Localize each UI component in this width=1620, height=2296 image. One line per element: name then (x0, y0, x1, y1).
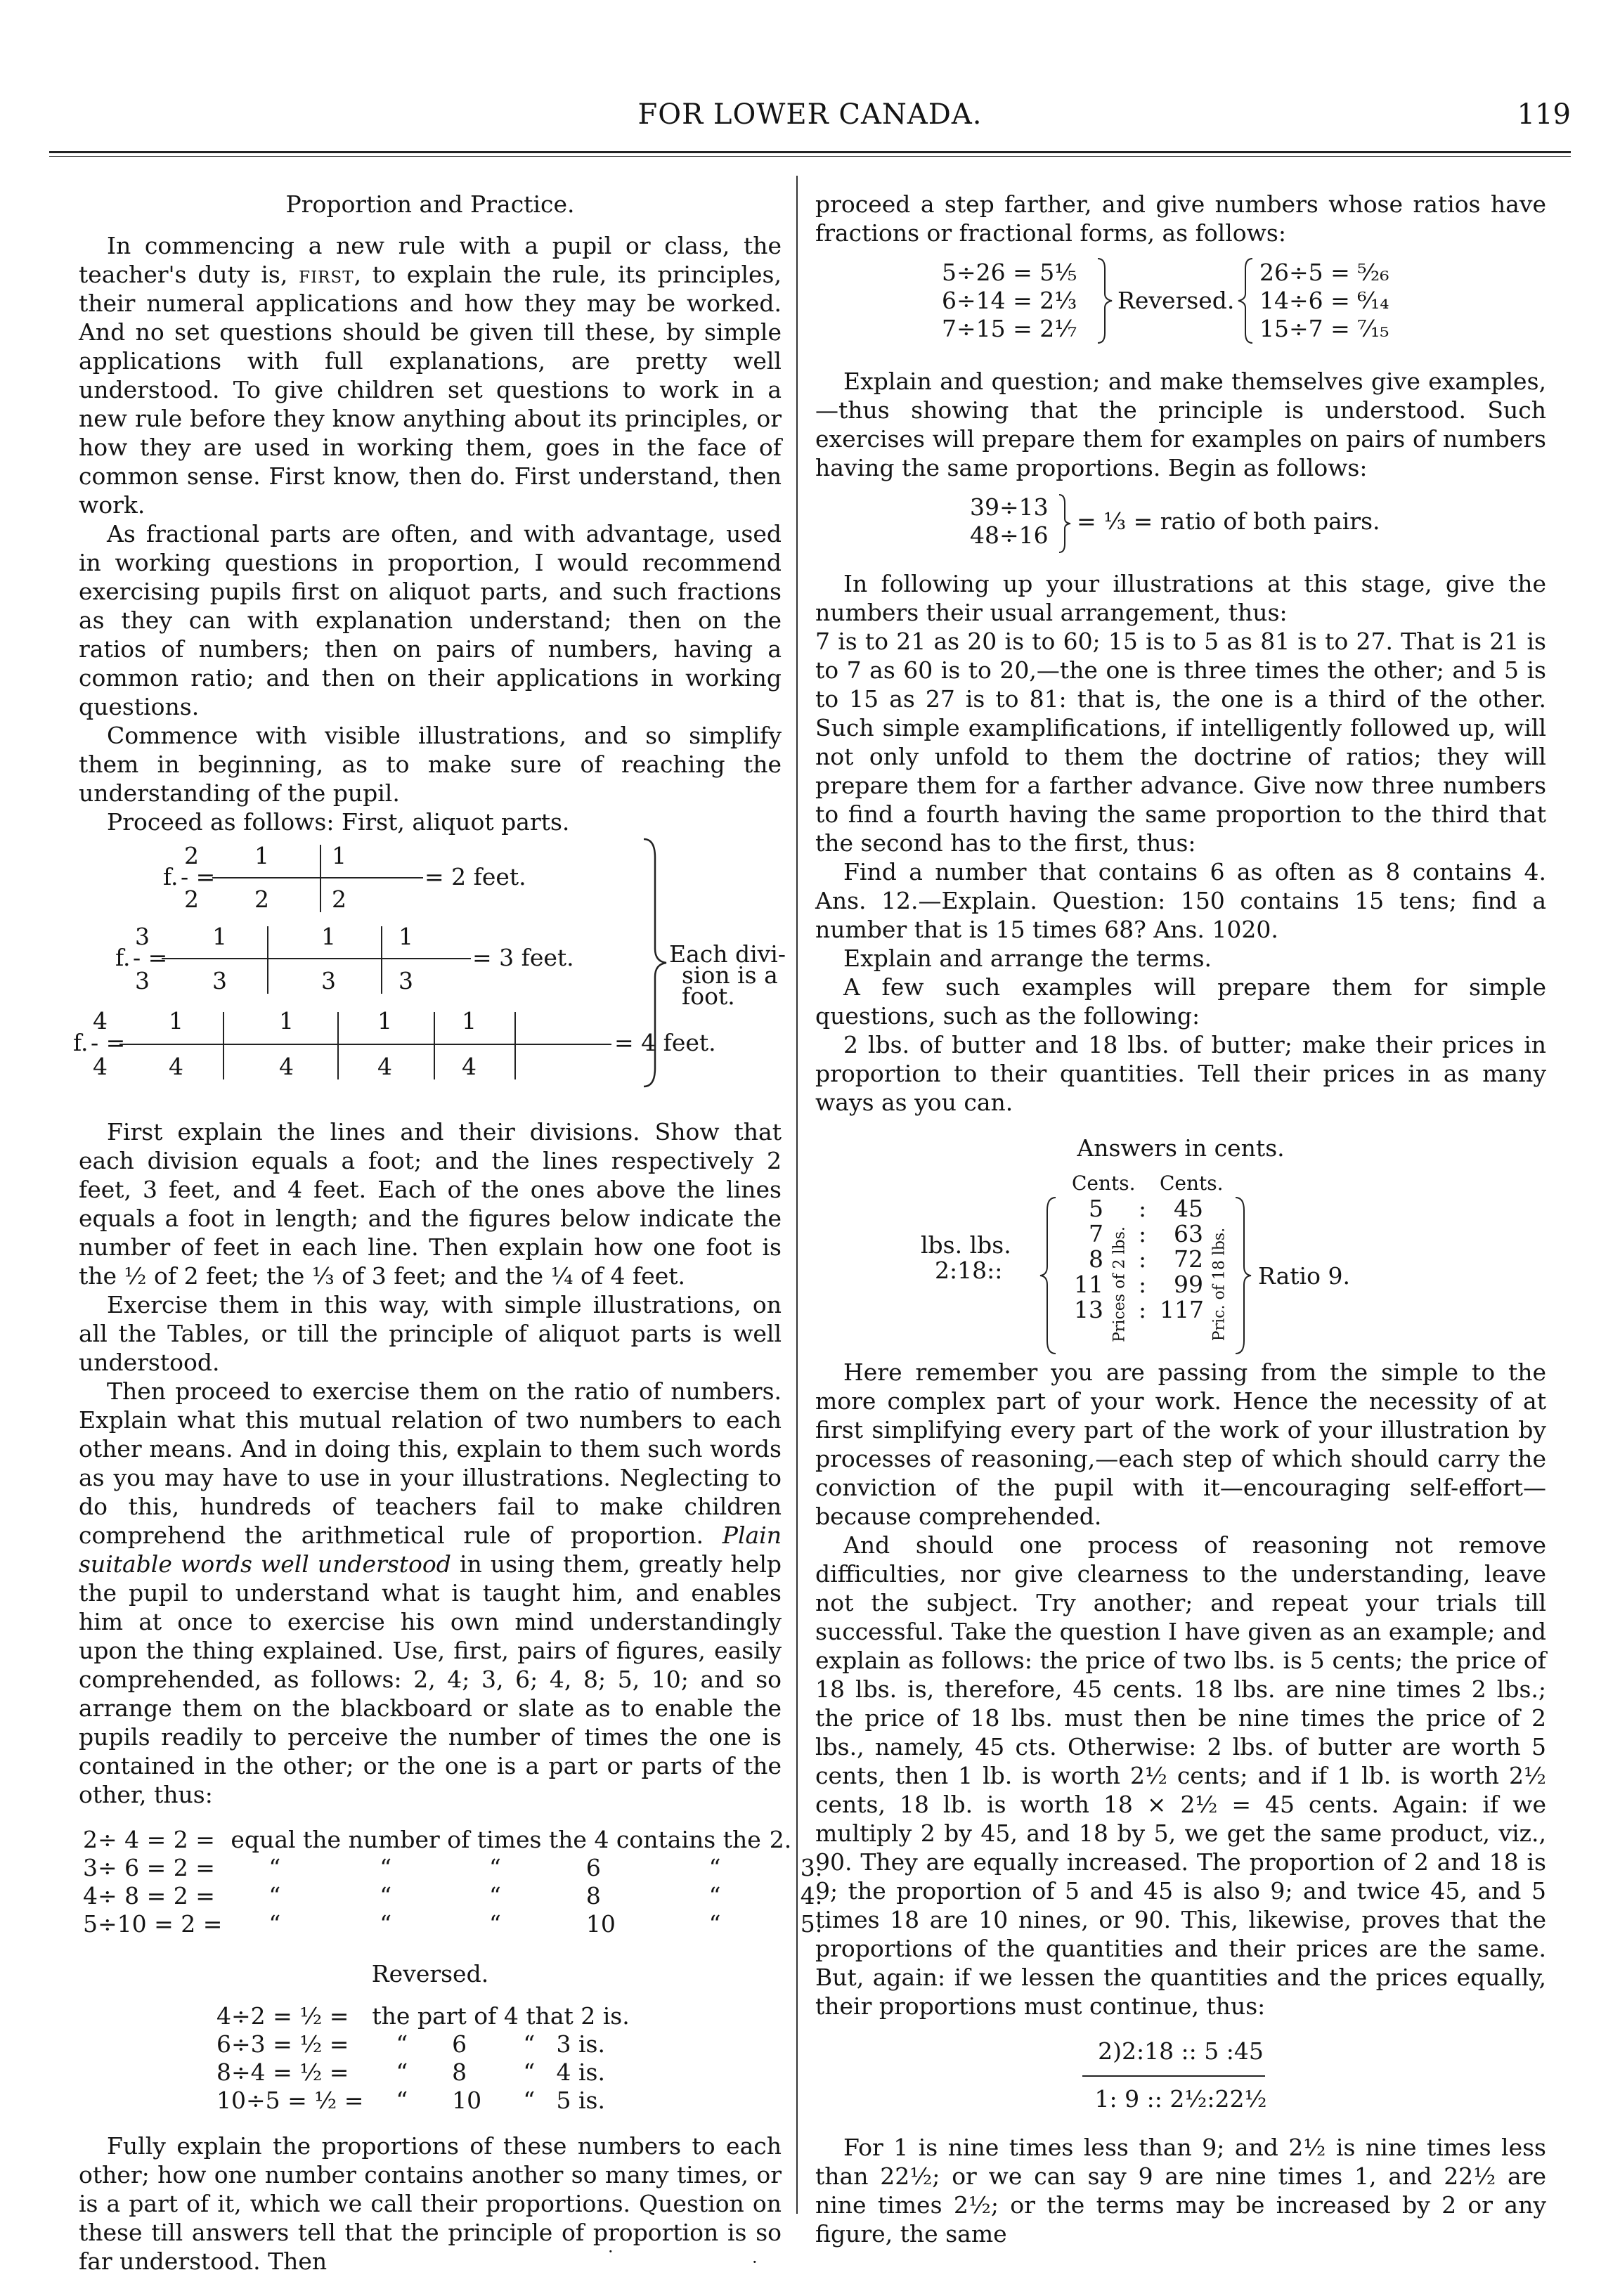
table-cell: 5÷10 = 2 = (83, 1910, 223, 1938)
left-brace (1237, 257, 1254, 344)
feet-label: f. (115, 944, 131, 971)
left-column (73, 190, 823, 2276)
table-cell: 8 (452, 2058, 467, 2086)
line-3-feet (162, 958, 471, 959)
paragraph: 7 is to 21 as 20 is to 60; 15 is to 5 as 81 is to 27. That is 21 is to 7 as 60 is to 20,—the one is three times the other; and 5 is to 15 as 27 is to 81: that is, the one is a third of the other. Such simple examplifications, if intelligently followed up, will not only unfold to them the doctrine of ratios; they will prepare them for a farther advance. Give now three numbers to find a fourth having the same proportion to the third that the second has to the first, thus: (815, 628, 1546, 857)
table-cell: “ (708, 1910, 721, 1938)
right-brace (1058, 493, 1072, 554)
text: , to explain the rule, its principles, their numeral applications and how they may be worked. And no set questions should be given till these, by simple applications with full explanations, are pretty well understood. To give children set questions to work in a new rule before they know anything about its principles, or how they are used in working them, goes in the face of common sense. First know, then do. First understand, then work. (79, 261, 782, 519)
segment-top: 1 (377, 1007, 392, 1035)
table-cell: 6 (452, 2030, 467, 2058)
division-example (815, 2035, 1546, 2133)
cell: 45 (1174, 1195, 1203, 1222)
fraction-numerator: 3 (135, 923, 150, 950)
vertical-label-text: Prices of 2 lbs. (1110, 1226, 1129, 1342)
running-title: FOR LOWER CANADA. (637, 98, 983, 131)
segment-bottom: 4 (377, 1053, 392, 1080)
header-rule (49, 151, 1571, 153)
paragraph: And should one process of reasoning not remove difficulties, nor give clearness to the understanding, leave not the subject. Try another; and repeat your trials till successful. Take the question I have given as an example; and explain as follows: the price of two lbs. is 5 cents; the price of 18 lbs. is, therefore, 45 cents. 18 lbs. are nine times 2 lbs.; the price of 18 lbs. must then be nine times the price of 2 lbs., namely, 45 cts. Otherwise: 2 lbs. of butter are worth 5 cents, then 1 lb. is worth 2½ cents; and if 1 lb. is worth 2½ cents, 18 lb. is worth 18 × 2½ = 45 cents. Again: if we multiply 2 by 45, and 18 by 5, we get the same product, viz., 90. They are equally increased. The proportion of 2 and 18 is 9; the proportion of 5 and 45 is also 9; and twice 45, and 5 times 18 are 10 nines, or 90. This, likewise, proves that the proportions of the quantities and their prices are the same. But, again: if we lessen the quantities and the prices equally, their proportions must continue, thus: (815, 1531, 1546, 2020)
reversed-label: Reversed. (1117, 287, 1235, 314)
table-cell: 8÷4 = ½ = (216, 2058, 349, 2086)
column-header: Cents. (1160, 1172, 1224, 1195)
result-label: = 2 feet. (425, 863, 526, 890)
table-cell: 2÷ 4 = 2 = (83, 1826, 215, 1853)
paragraph: 2 lbs. of butter and 18 lbs. of butter; make their prices in proportion to their quantities. Tell their prices in as many ways as you can. (815, 1031, 1546, 1116)
colon-column: : : : : : (1139, 1195, 1147, 1323)
division-result: 1: 9 :: 2½:22½ (1094, 2085, 1267, 2113)
segment-bottom: 4 (279, 1053, 294, 1080)
table-cell: 10÷5 = ½ = (216, 2087, 364, 2114)
table-cell: “ (380, 1910, 392, 1938)
segment-top: 1 (321, 923, 336, 950)
table-row (212, 2002, 634, 2030)
reversed-table (212, 2002, 634, 2115)
table-cell: 3. (800, 1854, 823, 1881)
row-label: 2:18:: (935, 1257, 1003, 1284)
paragraph: Here remember you are passing from the simple to the more complex part of your work. Hence the necessity of at first simplifying every part of the work of your illustration by processes of reasoning,—each step of which should carry the conviction of the pupil with it—encouraging self-effort—because comprehended. (815, 1358, 1546, 1530)
table-row (79, 1854, 827, 1882)
paragraph: For 1 is nine times less than 9; and 2½ is nine times less than 22½; or we can say 9 are nine times 1, and 22½ are nine times 2½; or the terms may be increased by 2 or any figure, the same (815, 2134, 1546, 2248)
text-emphasis: Plain suitable words well understood (79, 1522, 782, 1578)
cents-18lbs-column (1160, 1196, 1203, 1323)
segment-top: 1 (279, 1007, 294, 1035)
segment-bottom: 3 (398, 967, 413, 994)
paragraph: Proceed as follows: First, aliquot parts. (107, 808, 570, 836)
cell: 13 (1074, 1296, 1103, 1323)
table-cell: “ (488, 1910, 501, 1938)
segment-bottom: 4 (462, 1053, 477, 1080)
segment-top: 1 (332, 842, 346, 869)
result-label: = 3 feet. (472, 944, 574, 971)
paragraph: proceed a step farther, and give numbers whose ratios have fractions or fractional forms, as follows: (815, 190, 1546, 247)
segment-bottom: 4 (169, 1053, 183, 1080)
division-mark (267, 926, 268, 994)
fraction-line: 14÷6 = ⁶⁄₁₄ (1259, 287, 1389, 314)
table-cell: equal the number of times the 4 contains the (231, 1826, 761, 1853)
header-rule-thin (49, 156, 1571, 157)
paragraph: Explain and question; and make themselves give examples,—thus showing that the principle is understood. Such exercises will prepare them for examples on pairs of numbers having the same proportions. Begin as follows: (815, 368, 1546, 481)
dash: - = (133, 944, 168, 971)
text: in using them, greatly help the pupil to understand what is taught him, and enables him at once to exercise his own mind understandingly upon the thing explained. Use, first, pairs of figures, easily comprehended, as follows: 2, 4; 3, 6; 4, 8; 5, 10; and so arrange them on the blackboard or slate as to enable the pupils readily to perceive the number of times the one is contained in the other; or the one is a part or parts of the other, thus: (79, 1550, 782, 1808)
fraction-numerator: 4 (93, 1007, 108, 1035)
table-cell: “ (523, 2058, 536, 2086)
pair-line: 48÷16 (970, 521, 1049, 549)
dash: - = (181, 863, 216, 890)
cell: 5 (1089, 1195, 1103, 1222)
paragraph (79, 1377, 782, 1809)
vertical-label (1109, 1210, 1127, 1351)
table-cell: 2. (769, 1826, 792, 1853)
table-cell: 5 is. (556, 2087, 605, 2114)
segment-bottom: 2 (254, 886, 269, 913)
line-4-feet (119, 1044, 611, 1045)
table-cell: “ (523, 2087, 536, 2114)
table-cell: “ (380, 1854, 392, 1881)
paragraph: Commence with visible illustrations, and so simplify them in beginning, as to make sure of reaching the understanding of the pupil. (79, 722, 782, 807)
ratios-table (79, 1826, 827, 1938)
result-label: = 4 feet. (614, 1029, 716, 1056)
segment-top: 1 (169, 1007, 183, 1035)
table-cell: 4÷ 8 = 2 = (83, 1882, 215, 1909)
fractions-block (815, 254, 1546, 360)
fraction-denominator: 4 (93, 1053, 108, 1080)
table-cell: “ (380, 1882, 392, 1909)
text-emphasis: first (299, 261, 354, 288)
division-mark (381, 926, 382, 994)
table-cell: “ (396, 2030, 408, 2058)
fraction-denominator: 2 (184, 886, 199, 913)
text: In commencing a new rule with a pupil or class, the teacher's duty is, (79, 232, 782, 288)
cents-2lbs-column (1068, 1196, 1103, 1323)
division-mark (337, 1012, 339, 1079)
table-row (212, 2087, 634, 2115)
segment-bottom: 3 (321, 967, 336, 994)
paragraph: In following up your illustrations at this stage, give the numbers their usual arrangement, thus: (815, 570, 1546, 626)
paragraph: Explain and arrange the terms. (843, 945, 1212, 972)
table-cell: 6÷3 = ½ = (216, 2030, 349, 2058)
table-cell: the part of 4 that 2 is. (372, 2002, 630, 2030)
table-row (79, 1826, 827, 1854)
right-brace (1234, 1196, 1252, 1355)
segment-bottom: 2 (332, 886, 346, 913)
fraction-line: 5÷26 = 5⅕ (942, 259, 1077, 286)
paragraph: As fractional parts are often, and with advantage, used in working questions in proportion, I would recommend exercising pupils first on aliquot parts, and such fractions as they can with explanation understand; then on the ratios of numbers; then on pairs of numbers, having a common ratio; and then on their applications in working questions. (79, 520, 782, 720)
table-cell: 10 (585, 1910, 616, 1938)
cell: 72 (1174, 1245, 1203, 1273)
print-mark: · (608, 2242, 614, 2262)
table-row (79, 1882, 827, 1910)
segment-top: 1 (398, 923, 413, 950)
subheading: Answers in cents. (1077, 1134, 1285, 1162)
table-cell: “ (396, 2058, 408, 2086)
text: Then proceed to exercise them on the ratio of numbers. Explain what this mutual relation of two numbers to each other means. And in doing this, explain to them such words as you may have to use in your illustrations. Neglecting to do this, hundreds of teachers fail to make children comprehend the arithmetical rule of proportion. (79, 1377, 782, 1549)
table-cell: 8 (585, 1882, 601, 1909)
fraction-line: 7÷15 = 2⅐ (942, 315, 1077, 342)
fraction-line: 26÷5 = ⁵⁄₂₆ (1259, 259, 1389, 286)
cell: 7 (1089, 1220, 1103, 1247)
cell: 117 (1160, 1296, 1204, 1323)
dash: - = (91, 1029, 126, 1056)
paragraph: Fully explain the proportions of these numbers to each other; how one number contains another so many times, or is a part of it, which we call their proportions. Question on these till answers tell that the principle of proportion is so far understood. Then (79, 2132, 782, 2275)
answers-table (815, 1168, 1546, 1358)
note-line: foot. (682, 982, 735, 1010)
note-line: sion is a (682, 961, 778, 989)
table-row (79, 1910, 827, 1938)
table-cell: “ (268, 1910, 281, 1938)
cell: 99 (1174, 1271, 1203, 1298)
feet-label: f. (163, 863, 179, 890)
fraction-line: 15÷7 = ⁷⁄₁₅ (1259, 315, 1389, 342)
table-cell: “ (396, 2087, 408, 2114)
table-cell: “ (268, 1854, 281, 1881)
subheading: Reversed. (371, 1960, 489, 1987)
right-brace (641, 836, 669, 1089)
pairs-block (815, 491, 1546, 561)
fraction-denominator: 3 (135, 967, 150, 994)
table-cell: “ (488, 1854, 501, 1881)
column-header: Cents. (1072, 1172, 1136, 1195)
paragraph: Find a number that contains 6 as often as 8 contains 4. Ans. 12.—Explain. Question: 150 contains 15 tens; find a number that is 15 times 68? Ans. 1020. (815, 858, 1546, 943)
table-cell: 4 is. (556, 2058, 605, 2086)
right-brace (1096, 257, 1113, 344)
row-label: lbs. lbs. (921, 1231, 1011, 1259)
table-cell: 5. (800, 1910, 823, 1938)
division-rule (1082, 2075, 1265, 2077)
left-brace (1039, 1196, 1057, 1355)
division-mark (320, 845, 321, 912)
section-heading: Proportion and Practice. (285, 190, 575, 218)
table-cell: “ (488, 1882, 501, 1909)
division-mark (223, 1012, 224, 1079)
paragraph: First explain the lines and their divisions. Show that each division equals a foot; and the lines respectively 2 feet, 3 feet, and 4 feet. Each of the ones above the lines equals a foot in length; and the figures below indicate the number of feet in each line. Then explain how one foot is the ½ of 2 feet; the ⅓ of 3 feet; and the ¼ of 4 feet. (79, 1118, 782, 1290)
table-row (212, 2030, 634, 2058)
feet-label: f. (73, 1029, 89, 1056)
paragraph: Exercise them in this way, with simple illustrations, on all the Tables, or till the principle of aliquot parts is well understood. (79, 1291, 782, 1376)
paragraph (79, 231, 782, 519)
page-number: 119 (1517, 98, 1571, 131)
line-2-feet (212, 877, 423, 878)
fraction-numerator: 2 (184, 842, 199, 869)
cell: 63 (1174, 1220, 1203, 1247)
table-cell: “ (708, 1882, 721, 1909)
print-mark: · (752, 2252, 758, 2272)
table-cell: 6 (585, 1854, 601, 1881)
vertical-label (1209, 1210, 1227, 1351)
segment-top: 1 (462, 1007, 477, 1035)
table-cell: 3 is. (556, 2030, 605, 2058)
table-cell: “ (268, 1882, 281, 1909)
table-cell: 4. (800, 1882, 823, 1909)
page-header (49, 98, 1571, 148)
division-mark (514, 1012, 516, 1079)
cell: 8 (1089, 1245, 1103, 1273)
ratio-label: Ratio 9. (1258, 1262, 1350, 1290)
table-cell: “ (708, 1854, 721, 1881)
segment-top: 1 (212, 923, 227, 950)
table-cell: “ (523, 2030, 536, 2058)
paragraph: A few such examples will prepare them for simple questions, such as the following: (815, 973, 1546, 1030)
pair-line: 39÷13 (970, 493, 1049, 521)
table-cell: 10 (452, 2087, 482, 2114)
table-row (212, 2058, 634, 2087)
segment-top: 1 (254, 842, 269, 869)
right-column (815, 190, 1546, 2248)
division-line: 2)2:18 :: 5 :45 (1098, 2037, 1264, 2065)
table-cell: 3÷ 6 = 2 = (83, 1854, 215, 1881)
table-cell: 4÷2 = ½ = (216, 2002, 349, 2030)
cell: 11 (1074, 1271, 1103, 1298)
division-mark (434, 1012, 435, 1079)
segment-bottom: 3 (212, 967, 227, 994)
fraction-line: 6÷14 = 2⅓ (942, 287, 1077, 314)
note-line: Each divi- (669, 940, 786, 968)
ratio-result: = ⅓ = ratio of both pairs. (1077, 507, 1380, 535)
vertical-label-text: Pric. of 18 lbs. (1210, 1227, 1229, 1342)
aliquot-diagram (73, 836, 786, 1117)
